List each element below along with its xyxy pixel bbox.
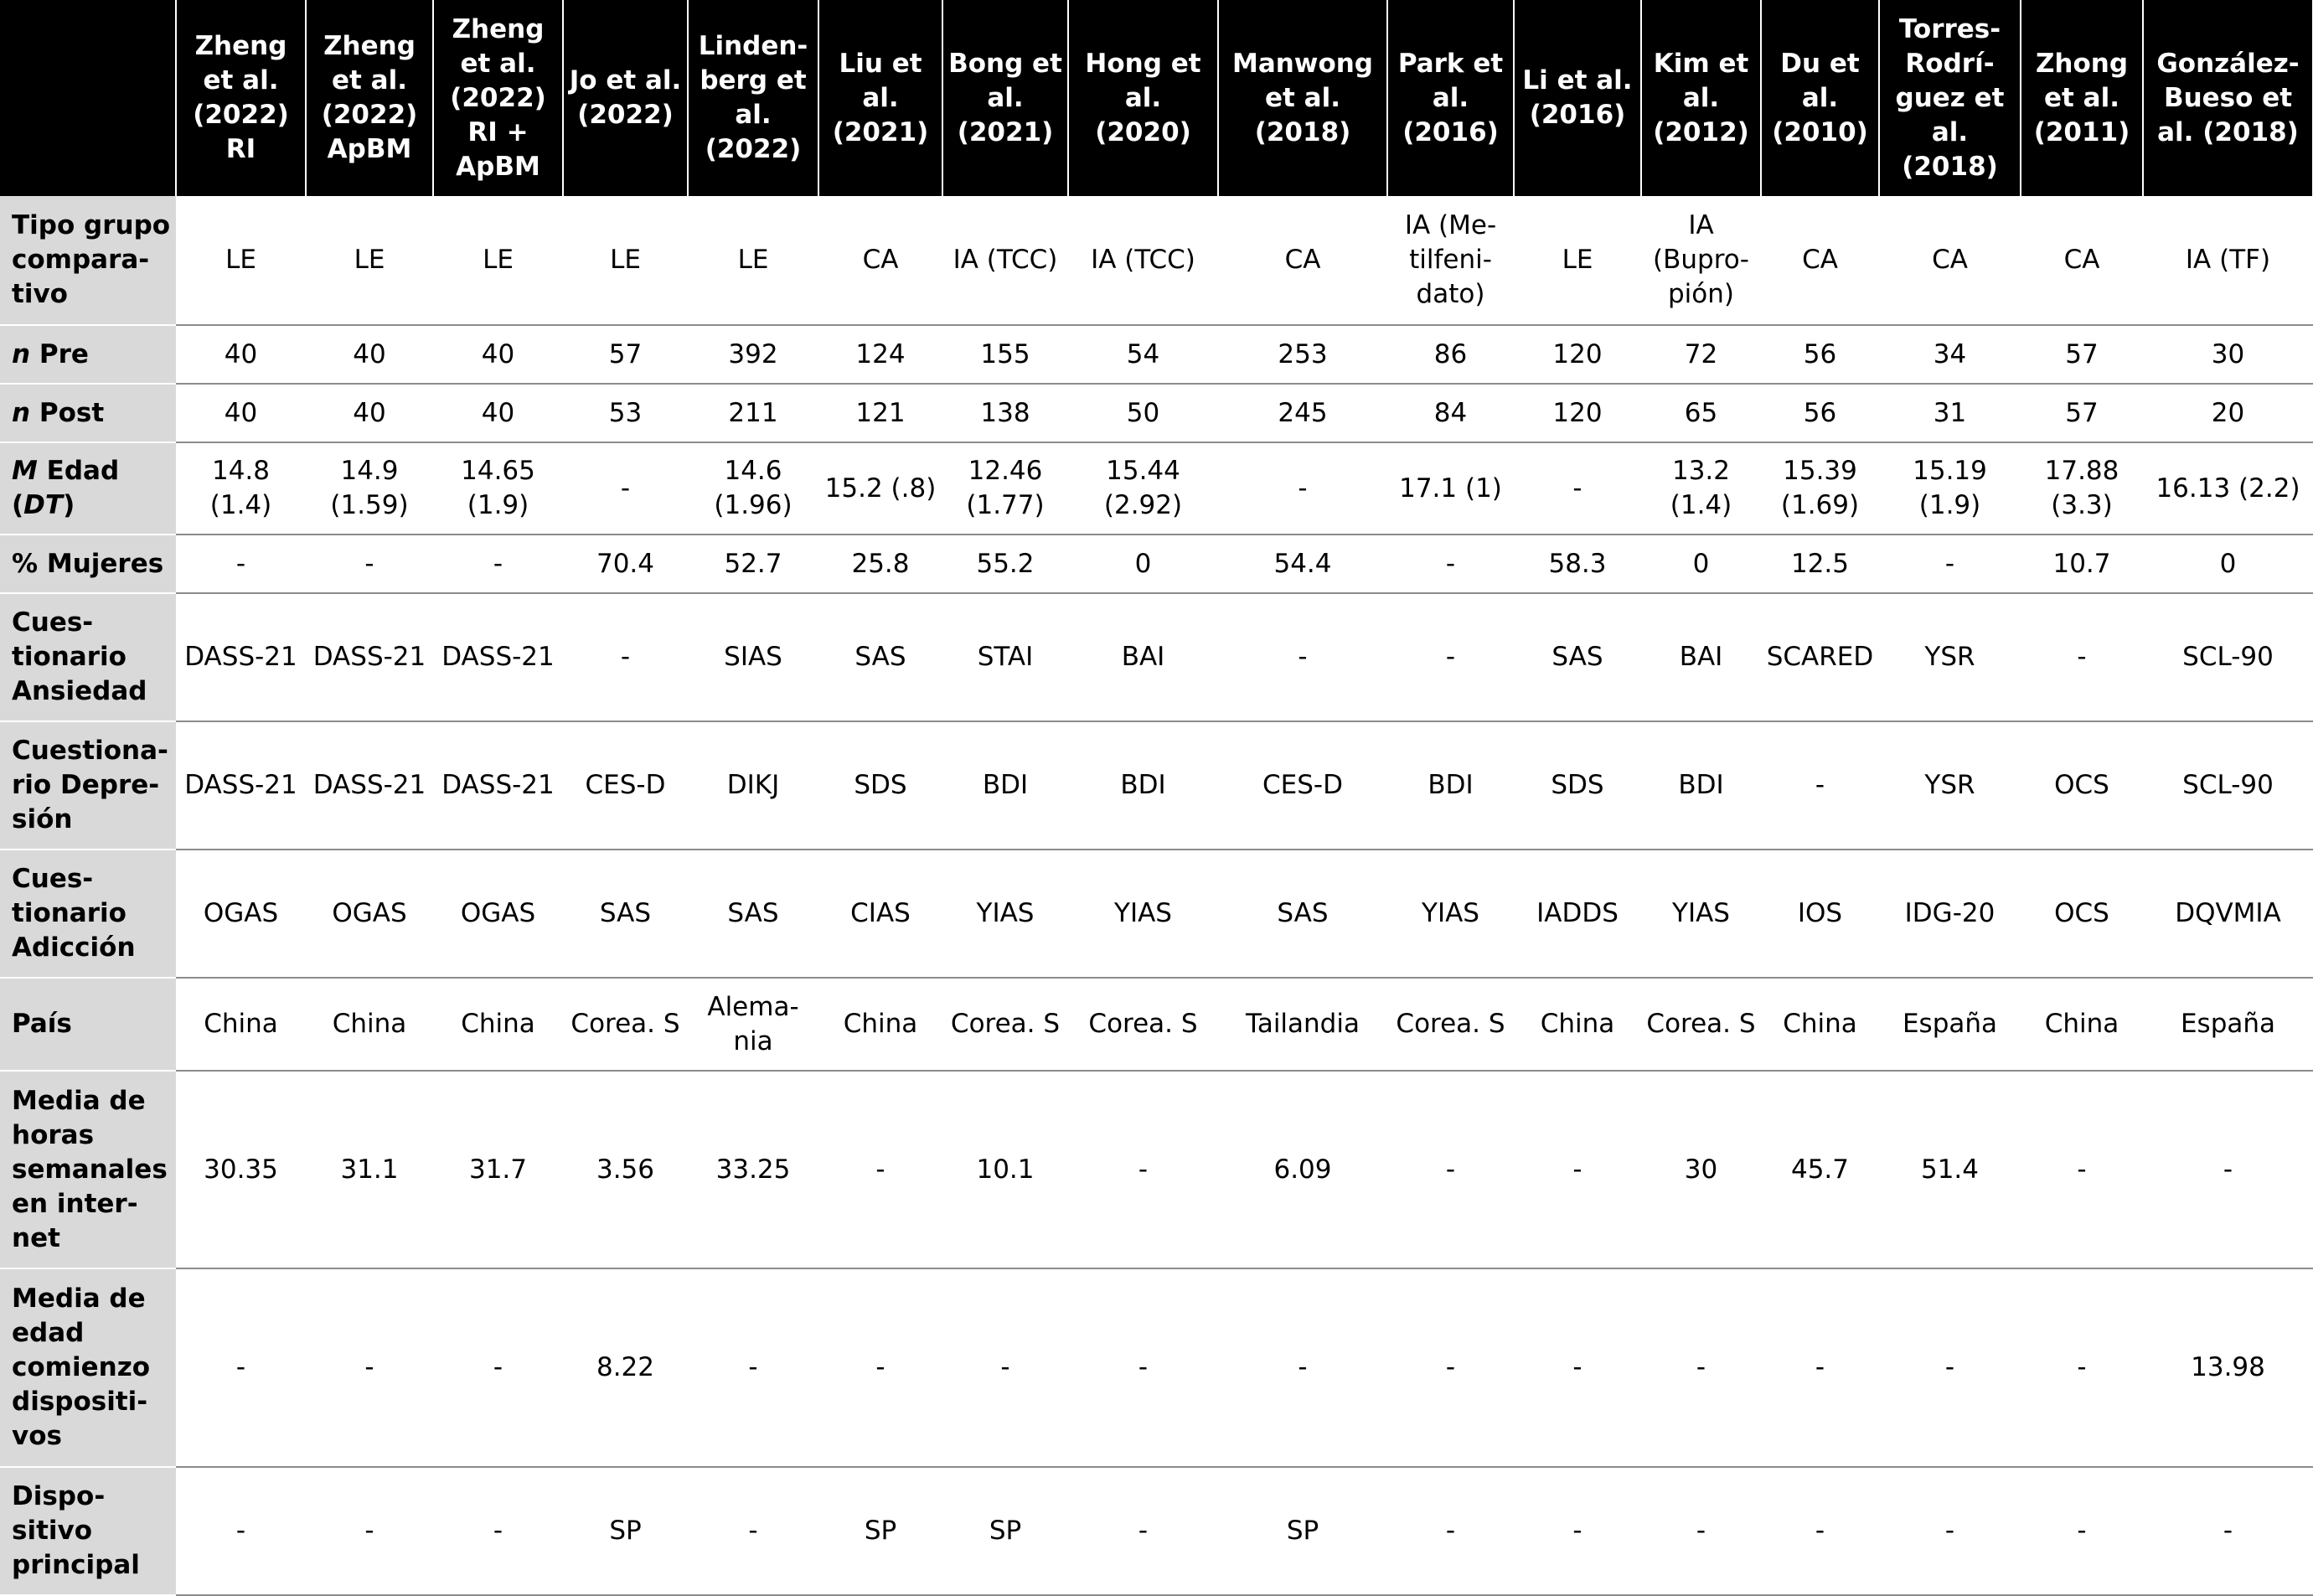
row-header <box>0 535 176 593</box>
table-row <box>0 1268 2313 1467</box>
table-cell: 0 <box>1068 535 1218 593</box>
table-cell: LE <box>1514 196 1641 325</box>
table-cell: STAI <box>942 593 1068 721</box>
table-cell: - <box>433 535 563 593</box>
row-header-label: Post <box>30 397 105 428</box>
table-cell: - <box>1218 1268 1387 1467</box>
table-cell: 17.1 (1) <box>1387 442 1514 535</box>
table-cell: OGAS <box>306 850 433 978</box>
table-cell: 54 <box>1068 325 1218 384</box>
table-cell: DASS-21 <box>306 593 433 721</box>
table-cell: - <box>1514 1268 1641 1467</box>
table-cell: 121 <box>818 384 942 442</box>
table-cell: - <box>433 1467 563 1595</box>
table-cell: - <box>688 1268 818 1467</box>
table-cell: Corea. S <box>563 978 688 1071</box>
column-header: Zheng et al. (2022) RI + ApBM <box>433 0 563 196</box>
table-cell: 211 <box>688 384 818 442</box>
table-cell: Corea. S <box>1641 978 1761 1071</box>
row-header <box>0 196 176 325</box>
table-cell: 55.2 <box>942 535 1068 593</box>
column-header: Manwong et al. (2018) <box>1218 0 1387 196</box>
table-cell: 31.7 <box>433 1071 563 1268</box>
table-cell: - <box>1761 1268 1879 1467</box>
table-cell: España <box>2143 978 2313 1071</box>
table-cell: BDI <box>1387 721 1514 850</box>
table-cell: 0 <box>2143 535 2313 593</box>
table-cell: - <box>1387 1071 1514 1268</box>
table-row <box>0 1467 2313 1595</box>
table-cell: 58.3 <box>1514 535 1641 593</box>
table-cell: CES-D <box>563 721 688 850</box>
table-cell: 52.7 <box>688 535 818 593</box>
table-cell: SP <box>942 1467 1068 1595</box>
table-cell: 34 <box>1879 325 2021 384</box>
table-cell: - <box>2021 1268 2143 1467</box>
row-header-label: País <box>12 1009 72 1039</box>
column-header: Zhong et al. (2011) <box>2021 0 2143 196</box>
table-cell: 45.7 <box>1761 1071 1879 1268</box>
table-cell: YSR <box>1879 593 2021 721</box>
table-cell: SCL-90 <box>2143 721 2313 850</box>
table-cell: China <box>1761 978 1879 1071</box>
table-cell: 10.1 <box>942 1071 1068 1268</box>
table-row <box>0 850 2313 978</box>
table-row <box>0 1071 2313 1268</box>
table-header <box>0 0 2313 196</box>
table-cell: 120 <box>1514 384 1641 442</box>
table-row <box>0 535 2313 593</box>
table-cell: - <box>1387 535 1514 593</box>
table-cell: CA <box>1761 196 1879 325</box>
table-cell: OCS <box>2021 721 2143 850</box>
table-cell: - <box>2021 593 2143 721</box>
table-row <box>0 978 2313 1071</box>
table-cell: 72 <box>1641 325 1761 384</box>
table-cell: 138 <box>942 384 1068 442</box>
table-cell: - <box>176 1268 306 1467</box>
table-cell: CES-D <box>1218 721 1387 850</box>
table-cell: - <box>2021 1467 2143 1595</box>
table-cell: - <box>1514 442 1641 535</box>
table-cell: - <box>563 593 688 721</box>
row-header <box>0 384 176 442</box>
row-header <box>0 978 176 1071</box>
table-cell: Alemania <box>688 978 818 1071</box>
table-cell: 13.2 (1.4) <box>1641 442 1761 535</box>
table-cell: 0 <box>1641 535 1761 593</box>
table-cell: - <box>176 535 306 593</box>
table-cell: 16.13 (2.2) <box>2143 442 2313 535</box>
row-header-italic: n <box>12 338 31 369</box>
table-cell: 40 <box>176 325 306 384</box>
table-cell: - <box>1761 1467 1879 1595</box>
table-cell: - <box>1761 721 1879 850</box>
table-cell: 3.56 <box>563 1071 688 1268</box>
table-cell: BAI <box>1068 593 1218 721</box>
table-cell: - <box>1068 1268 1218 1467</box>
table-cell: CA <box>1879 196 2021 325</box>
table-cell: - <box>176 1467 306 1595</box>
table-cell: 50 <box>1068 384 1218 442</box>
table-cell: SDS <box>1514 721 1641 850</box>
table-cell: - <box>1879 535 2021 593</box>
table-cell: - <box>1068 1071 1218 1268</box>
table-cell: 30.35 <box>176 1071 306 1268</box>
table-cell: DASS-21 <box>306 721 433 850</box>
table-cell: CA <box>818 196 942 325</box>
table-cell: - <box>1218 442 1387 535</box>
table-cell: - <box>2021 1071 2143 1268</box>
table-cell: 25.8 <box>818 535 942 593</box>
table-cell: SAS <box>688 850 818 978</box>
table-cell: - <box>1068 1467 1218 1595</box>
table-cell: 56 <box>1761 325 1879 384</box>
table-cell: - <box>2143 1071 2313 1268</box>
table-cell: LE <box>306 196 433 325</box>
table-cell: DASS-21 <box>176 593 306 721</box>
table-cell: - <box>1879 1467 2021 1595</box>
column-header: Torres-Rodríguez et al. (2018) <box>1879 0 2021 196</box>
table-cell: 40 <box>433 325 563 384</box>
table-cell: 12.46 (1.77) <box>942 442 1068 535</box>
column-header: Zheng et al. (2022) RI <box>176 0 306 196</box>
table-cell: CA <box>2021 196 2143 325</box>
table-cell: IA (Bupropión) <box>1641 196 1761 325</box>
table-cell: SCL-90 <box>2143 593 2313 721</box>
table-cell: - <box>818 1268 942 1467</box>
table-cell: 30 <box>2143 325 2313 384</box>
table-row <box>0 384 2313 442</box>
table-cell: 15.2 (.8) <box>818 442 942 535</box>
table-cell: China <box>818 978 942 1071</box>
table-cell: IOS <box>1761 850 1879 978</box>
table-cell: China <box>1514 978 1641 1071</box>
row-header-label: Media de horas semanales en internet <box>12 1085 168 1253</box>
row-header-label: Tipo grupo comparativo <box>12 210 171 309</box>
table-cell: 40 <box>433 384 563 442</box>
table-cell: 40 <box>306 384 433 442</box>
table-cell: - <box>818 1071 942 1268</box>
table-cell: BDI <box>1068 721 1218 850</box>
table-cell: 56 <box>1761 384 1879 442</box>
row-header <box>0 1071 176 1268</box>
table-cell: SAS <box>563 850 688 978</box>
column-header: Du et al. (2010) <box>1761 0 1879 196</box>
table-cell: IA (TCC) <box>942 196 1068 325</box>
table-cell: 20 <box>2143 384 2313 442</box>
table-cell: DASS-21 <box>433 721 563 850</box>
table-cell: 57 <box>563 325 688 384</box>
row-header-label: Edad ( <box>12 456 120 520</box>
row-header-label: Cuestionario Ansiedad <box>12 607 147 706</box>
table-cell: - <box>1387 1467 1514 1595</box>
row-header-italic: n <box>12 397 31 428</box>
table-cell: IADDS <box>1514 850 1641 978</box>
table-cell: 13.98 <box>2143 1268 2313 1467</box>
table-cell: YIAS <box>942 850 1068 978</box>
table-cell: 253 <box>1218 325 1387 384</box>
table-cell: 14.9 (1.59) <box>306 442 433 535</box>
table-cell: - <box>1387 593 1514 721</box>
table-cell: YSR <box>1879 721 2021 850</box>
table-cell: 57 <box>2021 384 2143 442</box>
table-cell: 33.25 <box>688 1071 818 1268</box>
table-cell: 53 <box>563 384 688 442</box>
table-cell: SAS <box>1514 593 1641 721</box>
table-cell: 120 <box>1514 325 1641 384</box>
table-cell: BDI <box>942 721 1068 850</box>
table-cell: SP <box>1218 1467 1387 1595</box>
table-cell: BDI <box>1641 721 1761 850</box>
header-corner <box>0 0 176 196</box>
row-header <box>0 442 176 535</box>
table-cell: - <box>2143 1467 2313 1595</box>
table-cell: 86 <box>1387 325 1514 384</box>
table-cell: BAI <box>1641 593 1761 721</box>
column-header: Liu et al. (2021) <box>818 0 942 196</box>
row-header-label: Pre <box>30 338 89 369</box>
table-cell: 392 <box>688 325 818 384</box>
table-cell: China <box>2021 978 2143 1071</box>
row-header-label: % Mujeres <box>12 548 164 579</box>
table-cell: 10.7 <box>2021 535 2143 593</box>
table-cell: CA <box>1218 196 1387 325</box>
table-cell: LE <box>176 196 306 325</box>
table-cell: - <box>688 1467 818 1595</box>
row-header-label: Cuestionario Adicción <box>12 864 136 963</box>
column-header: Zheng et al. (2022) ApBM <box>306 0 433 196</box>
column-header: Lindenberg et al. (2022) <box>688 0 818 196</box>
table-cell: - <box>1641 1268 1761 1467</box>
table-cell: España <box>1879 978 2021 1071</box>
column-header: Park et al. (2016) <box>1387 0 1514 196</box>
table-cell: 31.1 <box>306 1071 433 1268</box>
table-cell: SP <box>563 1467 688 1595</box>
table-row <box>0 325 2313 384</box>
row-header <box>0 325 176 384</box>
row-header-label: Dispositivo principal <box>12 1481 140 1580</box>
table-cell: - <box>306 1268 433 1467</box>
table-cell: SCARED <box>1761 593 1879 721</box>
table-cell: - <box>563 442 688 535</box>
table-cell: IA (TF) <box>2143 196 2313 325</box>
table-cell: 15.39 (1.69) <box>1761 442 1879 535</box>
table-cell: 14.8 (1.4) <box>176 442 306 535</box>
table-cell: 15.44 (2.92) <box>1068 442 1218 535</box>
table-cell: SP <box>818 1467 942 1595</box>
table-cell: OGAS <box>433 850 563 978</box>
table-cell: IA (Metilfenidato) <box>1387 196 1514 325</box>
table-cell: - <box>306 1467 433 1595</box>
table-cell: DASS-21 <box>433 593 563 721</box>
table-cell: - <box>433 1268 563 1467</box>
column-header: Jo et al. (2022) <box>563 0 688 196</box>
table-cell: - <box>1387 1268 1514 1467</box>
table-cell: - <box>942 1268 1068 1467</box>
table-cell: 14.6 (1.96) <box>688 442 818 535</box>
table-cell: Corea. S <box>1387 978 1514 1071</box>
table-cell: Corea. S <box>1068 978 1218 1071</box>
table-cell: SAS <box>1218 850 1387 978</box>
table-row <box>0 721 2313 850</box>
column-header: Hong et al. (2020) <box>1068 0 1218 196</box>
table-cell: 54.4 <box>1218 535 1387 593</box>
table-cell: OCS <box>2021 850 2143 978</box>
table-cell: 155 <box>942 325 1068 384</box>
table-cell: - <box>1514 1071 1641 1268</box>
column-header: Bong et al. (2021) <box>942 0 1068 196</box>
table-cell: 124 <box>818 325 942 384</box>
row-header <box>0 721 176 850</box>
table-cell: - <box>1514 1467 1641 1595</box>
table-cell: LE <box>688 196 818 325</box>
table-cell: 15.19 (1.9) <box>1879 442 2021 535</box>
table-cell: YIAS <box>1641 850 1761 978</box>
table-cell: OGAS <box>176 850 306 978</box>
table-cell: 17.88 (3.3) <box>2021 442 2143 535</box>
table-cell: SIAS <box>688 593 818 721</box>
table-cell: 51.4 <box>1879 1071 2021 1268</box>
table-cell: 6.09 <box>1218 1071 1387 1268</box>
table-cell: 30 <box>1641 1071 1761 1268</box>
row-header-label: Cuestionario Depresión <box>12 736 168 834</box>
table-cell: 14.65 (1.9) <box>433 442 563 535</box>
table-row <box>0 593 2313 721</box>
column-header: Kim et al. (2012) <box>1641 0 1761 196</box>
table-body <box>0 196 2313 1595</box>
table-cell: 57 <box>2021 325 2143 384</box>
row-header <box>0 593 176 721</box>
row-header <box>0 850 176 978</box>
table-cell: 65 <box>1641 384 1761 442</box>
table-cell: - <box>1641 1467 1761 1595</box>
table-cell: DASS-21 <box>176 721 306 850</box>
row-header-italic: DT <box>23 490 64 520</box>
table-cell: SDS <box>818 721 942 850</box>
row-header-italic: M <box>12 456 38 486</box>
table-cell: China <box>176 978 306 1071</box>
row-header-label: Media de edad comienzo dispositivos <box>12 1284 151 1451</box>
table-cell: IDG-20 <box>1879 850 2021 978</box>
header-row <box>0 0 2313 196</box>
table-cell: SAS <box>818 593 942 721</box>
table-cell: - <box>1879 1268 2021 1467</box>
table-cell: 31 <box>1879 384 2021 442</box>
row-header <box>0 1467 176 1595</box>
column-header: González-Bueso et al. (2018) <box>2143 0 2313 196</box>
table-cell: YIAS <box>1387 850 1514 978</box>
table-cell: 40 <box>306 325 433 384</box>
table-cell: 245 <box>1218 384 1387 442</box>
table-cell: China <box>306 978 433 1071</box>
table-cell: CIAS <box>818 850 942 978</box>
table-cell: 70.4 <box>563 535 688 593</box>
table-cell: YIAS <box>1068 850 1218 978</box>
table-cell: IA (TCC) <box>1068 196 1218 325</box>
table-cell: DIKJ <box>688 721 818 850</box>
table-cell: LE <box>433 196 563 325</box>
table-row <box>0 442 2313 535</box>
table-cell: - <box>1218 593 1387 721</box>
table-cell: 8.22 <box>563 1268 688 1467</box>
column-header: Li et al. (2016) <box>1514 0 1641 196</box>
table-cell: LE <box>563 196 688 325</box>
table-row <box>0 196 2313 325</box>
table-cell: Tailandia <box>1218 978 1387 1071</box>
table-cell: DQVMIA <box>2143 850 2313 978</box>
table-cell: Corea. S <box>942 978 1068 1071</box>
table-cell: - <box>306 535 433 593</box>
row-header <box>0 1268 176 1467</box>
table-cell: 40 <box>176 384 306 442</box>
row-header-label: ) <box>63 490 75 520</box>
table-cell: China <box>433 978 563 1071</box>
table-cell: 84 <box>1387 384 1514 442</box>
table-cell: 12.5 <box>1761 535 1879 593</box>
